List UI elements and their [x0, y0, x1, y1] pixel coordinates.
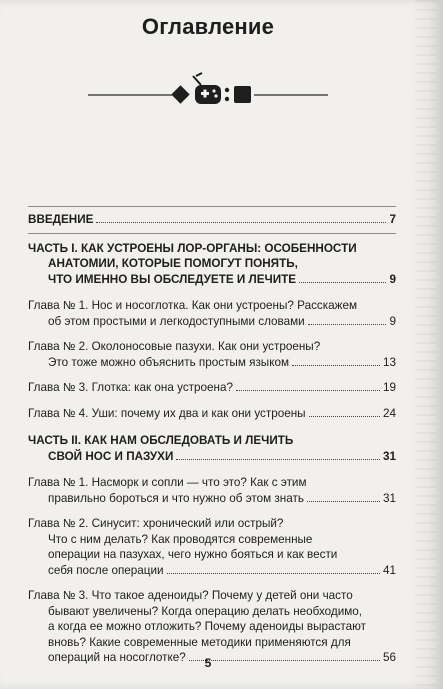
toc-entry-last-line	[28, 380, 396, 396]
toc-entry-last-line	[28, 563, 396, 579]
toc-entry-line: бывают увеличены? Когда операцию делать необходимо,	[48, 604, 363, 618]
toc-page-number: 9	[389, 314, 396, 328]
toc-entry-last-line	[28, 491, 396, 507]
toc-chapter-entry[interactable]	[28, 470, 396, 511]
toc-entry-title: Это тоже можно объяснить простым языком	[48, 355, 289, 369]
toc-entry-line: Глава № 3. Что такое аденоиды? Почему у детей они часто	[28, 589, 353, 602]
toc-entry-line: Глава № 2. Околоносовые пазухи. Как они устроены?	[28, 340, 321, 353]
dot-leader	[176, 459, 380, 460]
toc-page-number: 41	[382, 563, 396, 577]
toc-entry-line: операции на пазухах, чего нужно бояться и как вести	[48, 548, 338, 561]
toc-entry-line: Глава № 1. Насморк и сопли — что это? Как с этим	[28, 476, 307, 489]
page-title: Оглавление	[141, 14, 275, 39]
toc-entry-line: Глава № 1. Нос и носоглотка. Как они устроены? Расскажем	[28, 299, 357, 312]
toc-entry-line: Что с ним делать? Как проводятся современные	[48, 532, 313, 546]
toc-list	[28, 207, 396, 671]
toc-page-number: 7	[389, 213, 396, 226]
toc-entry-title: ВВЕДЕНИЕ	[28, 213, 94, 226]
toc-entry-title: СВОЙ НОС И ПАЗУХИ	[48, 449, 174, 463]
toc-entry-last-line	[28, 406, 396, 422]
toc-chapter-entry[interactable]	[28, 293, 396, 334]
dot-leader	[309, 416, 380, 417]
gamepad-ornament-icon	[88, 72, 328, 112]
dot-leader	[236, 390, 380, 391]
toc-page-number: 31	[382, 449, 396, 463]
toc-entry-title: об этом простыми и легкодоступными словами	[48, 314, 305, 328]
show-through-text	[415, 0, 437, 689]
dot-leader	[292, 365, 380, 366]
toc-entry-last-line	[28, 314, 396, 330]
toc-part-entry[interactable]	[28, 234, 396, 294]
toc-part-entry[interactable]	[28, 426, 396, 470]
toc-entry-line: а когда ее можно отложить? Почему аденоиды вырастают	[48, 620, 366, 633]
toc-entry-last-line	[28, 355, 396, 371]
toc-page-number: 13	[382, 355, 396, 369]
toc-intro-entry[interactable]	[28, 207, 396, 233]
toc-page-number: 31	[382, 491, 396, 505]
toc-entry-line: ЧАСТЬ II. КАК НАМ ОБСЛЕДОВАТЬ И ЛЕЧИТЬ	[28, 434, 294, 447]
toc-page-number: 24	[382, 406, 396, 420]
toc-entry-title: Глава № 3. Глотка: как она устроена?	[28, 381, 233, 394]
toc-chapter-entry[interactable]	[28, 401, 396, 427]
toc-entry-last-line	[28, 212, 396, 228]
toc-entry-title: правильно бороться и что нужно об этом знать	[48, 491, 304, 505]
page-number: 5	[204, 656, 212, 670]
toc-entry-title: себя после операции	[48, 563, 164, 577]
dot-leader	[308, 324, 387, 325]
toc-entry-last-line	[28, 449, 396, 465]
dot-leader	[299, 282, 386, 283]
toc-page-number: 19	[382, 381, 396, 394]
toc-page-number: 56	[382, 651, 396, 664]
toc-entry-line: АНАТОМИИ, КОТОРЫЕ ПОМОГУТ ПОНЯТЬ,	[48, 257, 298, 270]
toc-page-number: 9	[389, 272, 396, 286]
toc-chapter-entry[interactable]	[28, 511, 396, 583]
toc-chapter-entry[interactable]	[28, 375, 396, 401]
toc-entry-title: ЧТО ИМЕННО ВЫ ОБСЛЕДУЕТЕ И ЛЕЧИТЕ	[48, 272, 297, 286]
toc-chapter-entry[interactable]	[28, 334, 396, 375]
toc-entry-title: операций на носоглотке?	[48, 651, 186, 664]
toc-entry-title: Глава № 4. Уши: почему их два и как они устроены	[28, 406, 306, 420]
toc-entry-line: вновь? Какие современные методики применяются для	[48, 635, 351, 649]
toc-entry-last-line	[28, 272, 396, 288]
table-of-contents	[28, 206, 396, 671]
toc-entry-line: ЧАСТЬ I. КАК УСТРОЕНЫ ЛОР-ОРГАНЫ: ОСОБЕННОСТИ	[28, 241, 357, 255]
dot-leader	[307, 501, 380, 502]
dot-leader	[167, 573, 380, 574]
toc-entry-line: Глава № 2. Синусит: хронический или острый?	[28, 517, 284, 530]
dot-leader	[96, 222, 386, 223]
